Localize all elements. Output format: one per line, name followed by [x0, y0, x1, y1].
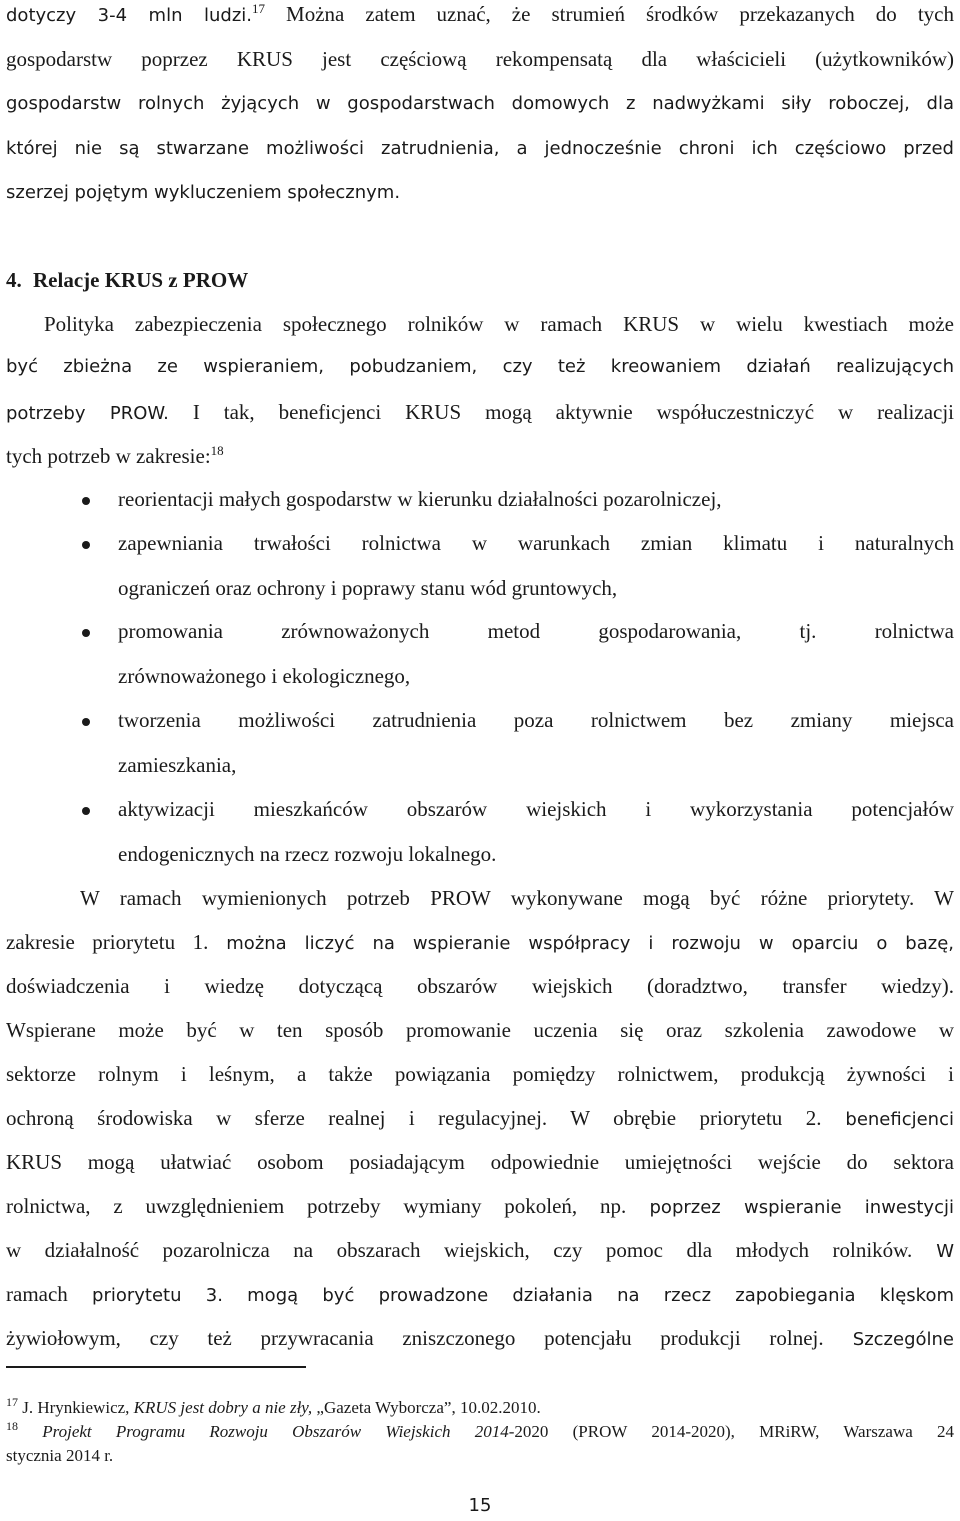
footnote-ref-17: 17 — [252, 1, 266, 16]
text-line: zakresie priorytetu 1. można liczyć na wspieranie współpracy i rozwoju w oparciu o bazę, — [6, 930, 954, 954]
section-heading — [6, 268, 248, 293]
list-item-continuation: zrównoważonego i ekologicznego, — [118, 664, 411, 688]
list-item: aktywizacji mieszkańców obszarów wiejskich i wykorzystania potencjałów — [118, 797, 954, 821]
list-item: reorientacji małych gospodarstw w kierunku działalności pozarolniczej, — [118, 487, 722, 511]
bullet-icon — [82, 629, 90, 637]
text-line: żywiołowym, czy też przywracania zniszczonego potencjału produkcji rolnej. Szczególne — [6, 1326, 955, 1350]
footnote-ref-18: 18 — [210, 443, 224, 458]
text-line: być zbieżna ze wspieraniem, pobudzaniem, czy też kreowaniem działań realizujących — [6, 356, 954, 377]
list-item: promowania zrównoważonych metod gospodarowania, tj. rolnictwa — [118, 619, 954, 643]
text-line: gospodarstw rolnych żyjących w gospodarstwach domowych z nadwyżkami siły roboczej, dla — [6, 93, 954, 114]
text-line: tych potrzeb w zakresie:$^{18}$ — [6, 443, 224, 468]
text-line: ochroną środowiska w sferze realnej i regulacyjnej. W obrębie priorytetu 2. beneficjenci — [6, 1106, 954, 1130]
section-number: 4. — [6, 268, 22, 292]
list-item-continuation: ograniczeń oraz ochrony i poprawy stanu wód gruntowych, — [118, 576, 618, 600]
text-line: w działalność pozarolnicza na obszarach wiejskich, czy pomoc dla młodych rolników. W — [6, 1238, 954, 1262]
bullet-icon — [82, 807, 90, 815]
text-line: W ramach wymienionych potrzeb PROW wykonywane mogą być różne priorytety. W — [80, 886, 954, 910]
text-line: sektorze rolnym i leśnym, a także powiązania pomiędzy rolnictwem, produkcją żywności i — [6, 1062, 954, 1086]
text-line: ramach priorytetu 3. mogą być prowadzone działania na rzecz zapobiegania klęskom — [6, 1282, 954, 1306]
text-line: doświadczenia i wiedzę dotyczącą obszarów wiejskich (doradztwo, transfer wiedzy). — [6, 974, 954, 998]
list-item-continuation: endogenicznych na rzecz rozwoju lokalnego. — [118, 842, 497, 866]
text-line: Wspierane może być w ten sposób promowanie uczenia się oraz szkolenia zawodowe w — [6, 1018, 954, 1042]
bullet-icon — [82, 718, 90, 726]
text-line: potrzeby PROW. I tak, beneficjenci KRUS mogą aktywnie współuczestniczyć w realizacji — [6, 400, 955, 424]
document-page: dotyczy 3-4 mln ludzi.$^{17}$ Można zatem uznać, że strumień środków przekazanych do tych gospodarstw poprzez KRUS jest częściową rekompensatą dla właścicieli (użytkowników) gospodarstw rolnych żyjących w gospodarstwach domowych z nadwyżkami siły roboczej, dla której nie są stwarzane możliwości zatrudnienia, a jednocześnie chroni ich częściowo przed szerzej pojętym wykluczeniem społecznym. 4. Relacje KRUS z PROW Polityka zabezpieczenia społecznego rolników w ramach KRUS w wielu kwestiach może być zbieżna ze wspieraniem, pobudzaniem, czy też kreowaniem działań realizujących potrzeby PROW. I tak, beneficjenci KRUS mogą aktywnie współuczestniczyć w realizacji tych potrzeb w zakresie:$^{18}$ reorientacji małych gospodarstw w kierunku działalności pozarolniczej, zapewniania trwałości rolnictwa w warunkach zmian klimatu i naturalnych ograniczeń oraz ochrony i poprawy stanu wód gruntowych, promowania zrównoważonych metod gospodarowania, tj. rolnictwa zrównoważonego i ekologicznego, tworzenia możliwości zatrudnienia poza rolnictwem bez zmiany miejsca zamieszkania, aktywizacji mieszkańców obszarów wiejskich i wykorzystania potencjałów endogenicznych na rzecz rozwoju lokalnego. W ramach wymienionych potrzeb PROW wykonywane mogą być różne priorytety. W zakresie priorytetu 1. można liczyć na wspieranie współpracy i rozwoju w oparciu o bazę, doświadczenia i wiedzę dotyczącą obszarów wiejskich (doradztwo, transfer wiedzy). Wspierane może być w ten sposób promowanie uczenia się oraz szkolenia zawodowe w sektorze rolnym i leśnym, a także powiązania pomiędzy rolnictwem, produkcją żywności i ochroną środowiska w sferze realnej i regulacyjnej. W obrębie priorytetu 2. beneficjenci KRUS mogą ułatwiać osobom posiadającym odpowiednie umiejętności wejście do sektora rolnictwa, z uwzględnieniem potrzeby wymiany pokoleń, np. poprzez wspieranie inwestycji w działalność pozarolnicza na obszarach wiejskich, czy pomoc dla młodych rolników. W ramach priorytetu 3. mogą być prowadzone działania na rzecz zapobiegania klęskom żywiołowym, czy też przywracania zniszczonego potencjału produkcji rolnej. Szczególne $^{17}$ J. Hrynkiewicz, KRUS jest dobry a nie zły, „Gazeta Wyborcza”, 10.02.2010. $^{18}$ Projekt Programu Rozwoju Obszarów Wiejskich 2014-2020 (PROW 2014-2020), MRiRW, Warszawa 24 stycznia 2014 r. 15 — [0, 0, 960, 1521]
footnote-separator — [6, 1366, 306, 1368]
footnote-number: 18 — [6, 1419, 18, 1433]
bullet-icon — [82, 541, 90, 549]
list-item: zapewniania trwałości rolnictwa w warunkach zmian klimatu i naturalnych — [118, 531, 954, 555]
footnote-18: $^{18}$ Projekt Programu Rozwoju Obszarów Wiejskich 2014-2020 (PROW 2014-2020), MRiRW, Warszawa 24 — [6, 1419, 955, 1441]
text-line: KRUS mogą ułatwiać osobom posiadającym odpowiednie umiejętności wejście do sektora — [6, 1150, 954, 1174]
footnote-17: $^{17}$ J. Hrynkiewicz, KRUS jest dobry a nie zły, „Gazeta Wyborcza”, 10.02.2010. — [6, 1395, 541, 1417]
section-title: Relacje KRUS z PROW — [33, 268, 249, 292]
text-line: rolnictwa, z uwzględnieniem potrzeby wymiany pokoleń, np. poprzez wspieranie inwestycji — [6, 1194, 954, 1218]
page-number: 15 — [468, 1495, 492, 1516]
list-item-continuation: zamieszkania, — [118, 753, 237, 777]
footnote-18-continuation: stycznia 2014 r. — [6, 1446, 114, 1465]
footnote-number: 17 — [6, 1395, 18, 1409]
text-line: gospodarstw poprzez KRUS jest częściową rekompensatą dla właścicieli (użytkowników) — [6, 47, 954, 71]
text-line: której nie są stwarzane możliwości zatrudnienia, a jednocześnie chroni ich częściowo przed — [6, 138, 954, 159]
list-item: tworzenia możliwości zatrudnienia poza rolnictwem bez zmiany miejsca — [118, 708, 954, 732]
bullet-icon — [82, 497, 90, 505]
text-line: szerzej pojętym wykluczeniem społecznym. — [6, 182, 401, 203]
text-line: Polityka zabezpieczenia społecznego rolników w ramach KRUS w wielu kwestiach może — [44, 312, 954, 336]
